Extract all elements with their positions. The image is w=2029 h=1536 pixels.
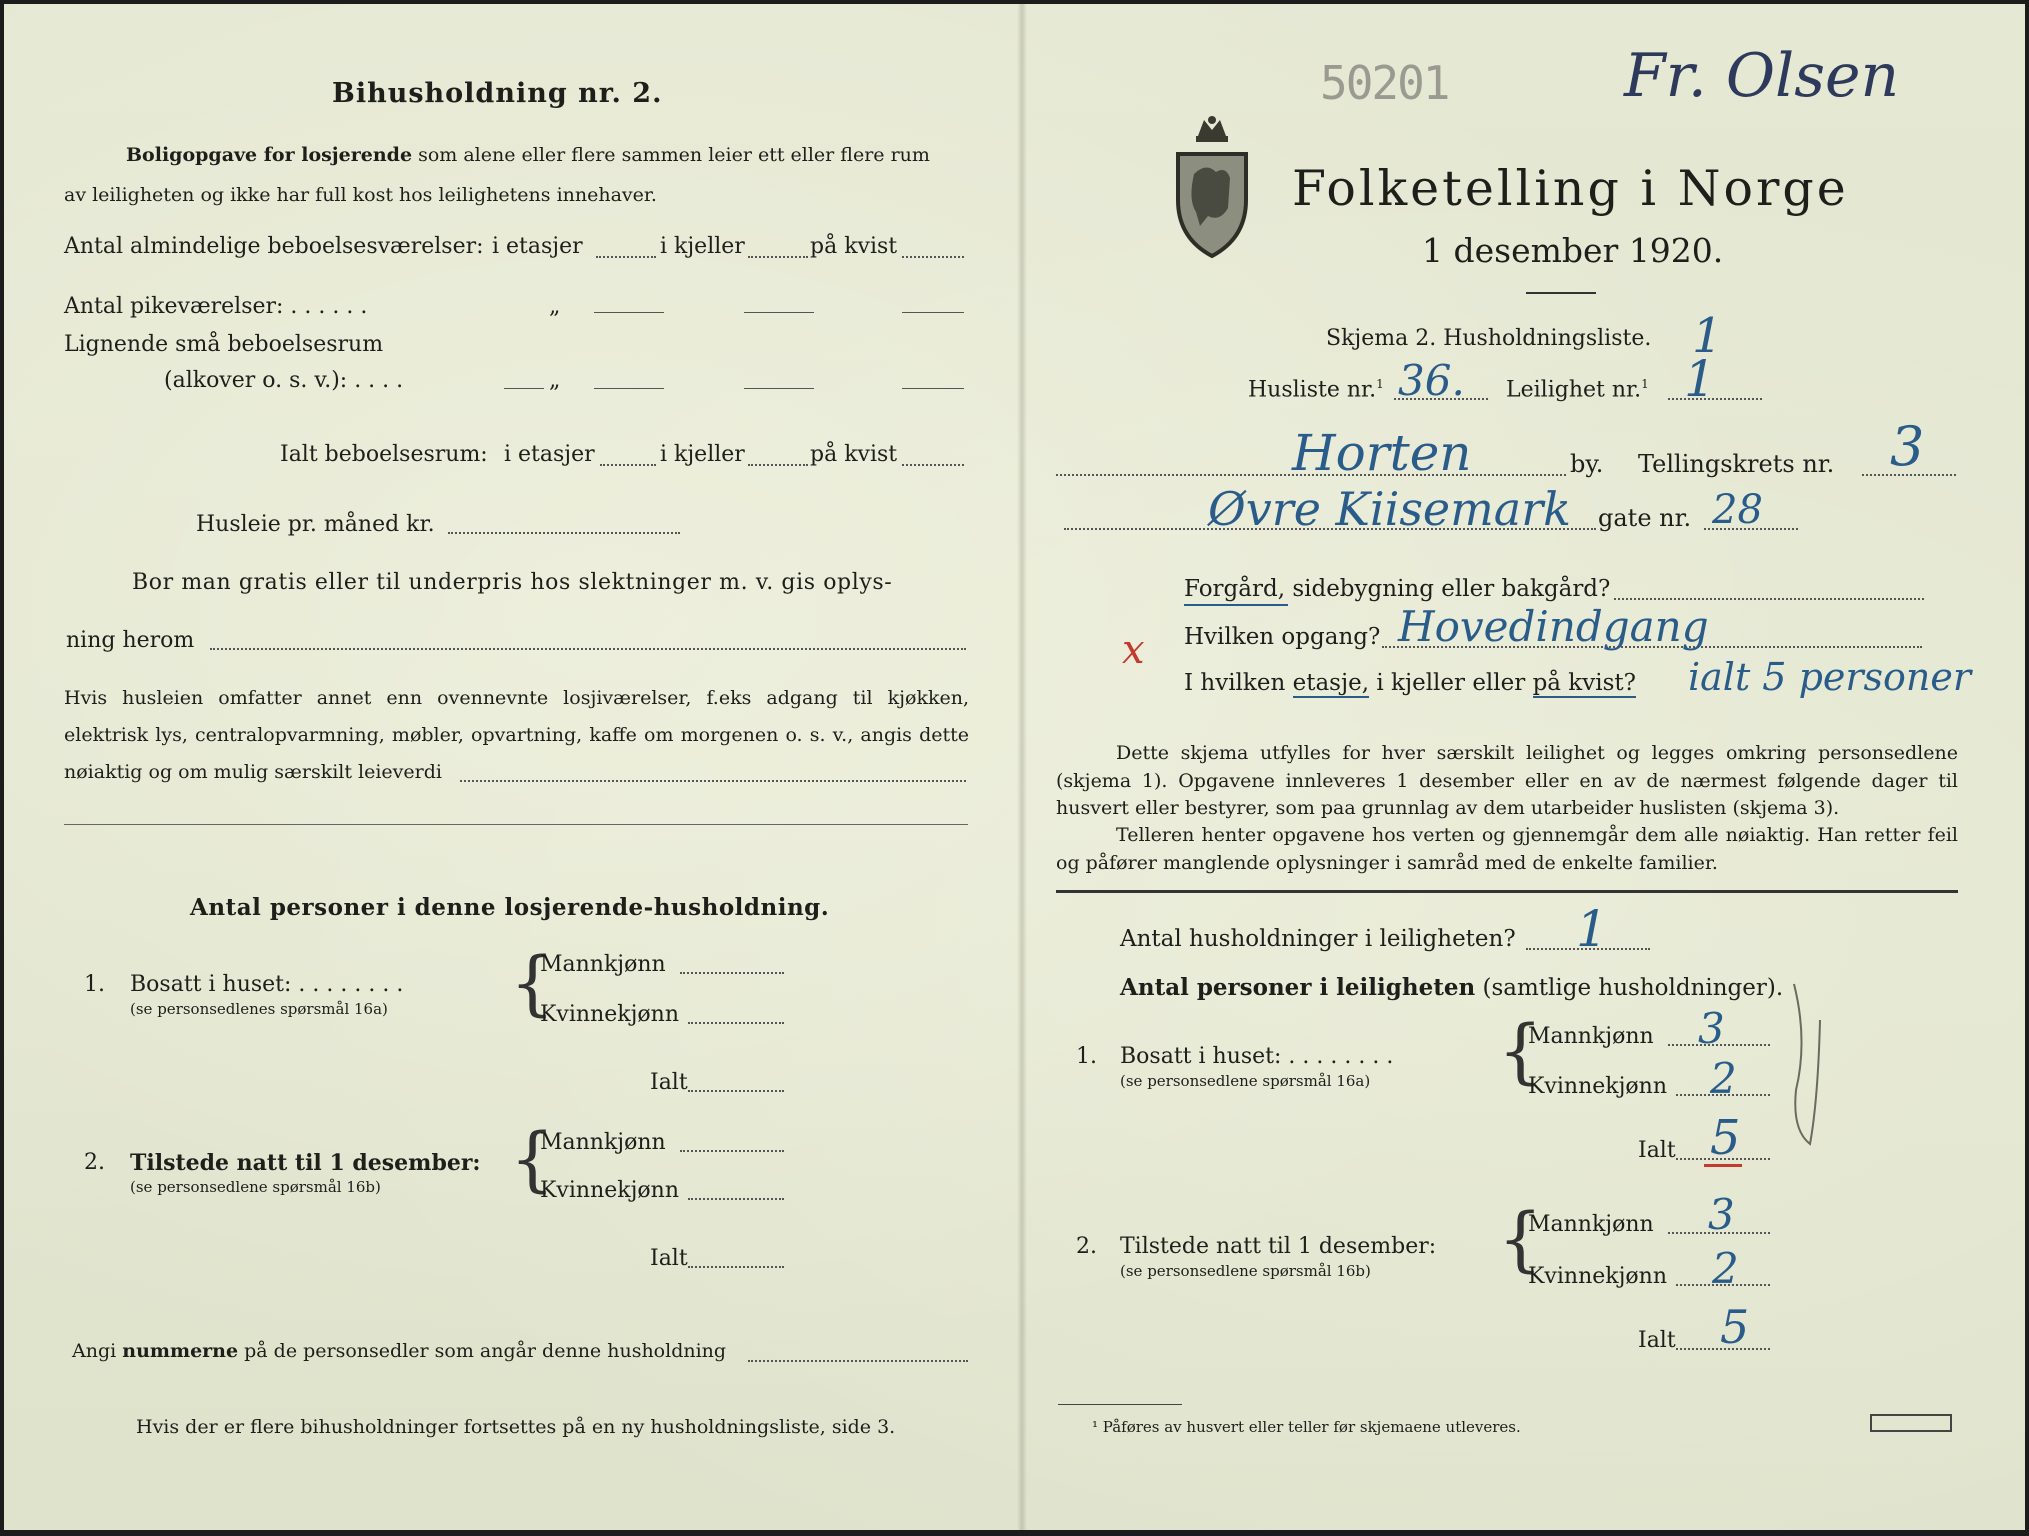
rooms-small-lead-field[interactable] [504, 388, 544, 389]
form-title: Folketelling i Norge [1292, 160, 1849, 217]
norway-coat-of-arms-icon [1170, 114, 1254, 260]
right-q1-mann-label: Mannkjønn [1528, 1024, 1654, 1049]
left-q1-kvinne-field[interactable] [688, 1022, 784, 1024]
right-persons-heading [1120, 976, 1783, 1000]
angi-bold: nummerne [122, 1340, 239, 1362]
rooms-total-etasjer-field[interactable] [600, 464, 656, 466]
rent-includes-extra-line[interactable] [64, 824, 968, 825]
pencil-check-mark [1788, 980, 1824, 1148]
gate-nr-value: 28 [1712, 487, 1763, 533]
page-fold [1017, 4, 1027, 1530]
opgang-red-mark: x [1122, 627, 1145, 673]
leilighet-value: 1 [1684, 350, 1716, 408]
col-kvist-label: på kvist [810, 234, 898, 259]
footnote-ref: 1 [1376, 377, 1384, 391]
info-paragraph-2: Telleren henter opgavene hos verten og gjennemgår dem alle nøiaktig. Han retter feil og påfører manglende oplysninger i samråd med de enkelte familier. [1056, 824, 1958, 874]
right-q2-sub: (se personsedlene spørsmål 16b) [1120, 1262, 1371, 1280]
col-etasjer-label: i etasjer [504, 442, 595, 467]
schema-label: Skjema 2. Husholdningsliste. [1326, 326, 1652, 351]
right-q1-label: Bosatt i huset: . . . . . . . . [1120, 1044, 1394, 1069]
gratis-line1: Bor man gratis eller til underpris hos slektninger m. v. gis oplys- [132, 570, 893, 595]
left-q2-brace: { [510, 1118, 555, 1200]
husliste-value: 36. [1398, 356, 1465, 405]
right-q2-kvinne-value: 2 [1712, 1244, 1739, 1293]
right-persons-heading-bold: Antal personer i leiligheten [1120, 974, 1476, 1001]
left-persons-heading: Antal personer i denne losjerende-husholdning. [190, 894, 830, 921]
households-label: Antal husholdninger i leiligheten? [1120, 926, 1516, 952]
left-q2-number: 2. [84, 1150, 105, 1175]
left-q1-ialt-label: Ialt [650, 1070, 688, 1095]
right-q1-ialt-label: Ialt [1638, 1138, 1676, 1163]
right-q2-number: 2. [1076, 1234, 1097, 1259]
right-q2-brace: { [1498, 1198, 1543, 1280]
left-q2-mann-field[interactable] [680, 1150, 784, 1152]
col-kjeller-label: i kjeller [660, 234, 745, 259]
footnote: ¹ Påføres av husvert eller teller før skjemaene utleveres. [1092, 1418, 1521, 1436]
title-rule [1526, 292, 1596, 294]
rent-field[interactable] [448, 532, 680, 534]
left-q2-sub: (se personsedlene spørsmål 16b) [130, 1178, 381, 1196]
printer-mark-icon [1870, 1414, 1952, 1432]
col-kvist-label: på kvist [810, 442, 898, 467]
left-q2-label: Tilstede natt til 1 desember: [130, 1150, 481, 1176]
form-date: 1 desember 1920. [1422, 231, 1724, 270]
left-q2-kvinne-field[interactable] [688, 1198, 784, 1200]
rent-includes-paragraph: Hvis husleien omfatter annet enn ovennevnte losjiværelser, f.eks adgang til kjøkken, elektrisk lys, centralopvarmning, møbler, opvartning, kaffe om morgenen o. s. v., angis dette nøiaktig og om mulig særskilt leieverdi [64, 687, 969, 784]
right-q2-label: Tilstede natt til 1 desember: [1120, 1234, 1437, 1259]
rooms-maid-kvist-field[interactable] [902, 312, 964, 313]
info-paragraph-1: Dette skjema utfylles for hver særskilt leilighet og legges omkring personsedlene (skjema 1). Opgavene innleveres 1 desember eller en av de nærmest følgende dager til husvert eller bestyrer, som paa grunnlag av dem utarbeider huslisten (skjema 3). [1056, 742, 1958, 820]
footnote-ref: 1 [1641, 377, 1649, 391]
angi-field[interactable] [748, 1360, 968, 1362]
ditto-mark: „ [549, 294, 561, 319]
husliste-label [1248, 378, 1384, 401]
left-q1-mann-label: Mannkjønn [540, 952, 666, 977]
left-intro-bold: Boligopgave for losjerende [126, 144, 413, 166]
opgang-question: Hvilken opgang? [1184, 624, 1381, 650]
krets-value: 3 [1890, 415, 1925, 478]
rooms-total-kvist-field[interactable] [902, 464, 964, 466]
gratis-line2: ning herom [66, 628, 195, 653]
left-intro-rest: som alene eller flere sammen leier ett eller flere rum [418, 144, 930, 166]
angi-pre: Angi [72, 1340, 117, 1362]
rooms-maid-etasjer-field[interactable] [594, 312, 664, 313]
rooms-small-label-b: (alkover o. s. v.): . . . . [164, 368, 404, 393]
gate-value: Øvre Kiisemark [1208, 482, 1572, 536]
right-q2-ialt-label: Ialt [1638, 1328, 1676, 1353]
right-q1-kvinne-value: 2 [1710, 1054, 1737, 1103]
red-pencil-underline [1704, 1164, 1742, 1167]
left-q1-sub: (se personsedlenes spørsmål 16a) [130, 1000, 388, 1018]
census-form-sheet [4, 4, 2025, 1530]
etasje-question [1184, 672, 1636, 695]
rooms-ordinary-kvist-field[interactable] [902, 256, 964, 258]
enumerator-signature: Fr. Olsen [1624, 41, 1900, 111]
right-q2-mann-value: 3 [1708, 1190, 1735, 1239]
col-etasjer-label: i etasjer [492, 234, 583, 259]
etasje-pre: I hvilken [1184, 670, 1286, 696]
right-q1-mann-value: 3 [1698, 1004, 1725, 1053]
right-q2-mann-label: Mannkjønn [1528, 1212, 1654, 1237]
left-intro-line1 [126, 146, 930, 165]
left-q1-brace: { [510, 942, 555, 1024]
left-q2-mann-label: Mannkjønn [540, 1130, 666, 1155]
left-q1-number: 1. [84, 972, 105, 997]
by-label: by. [1570, 450, 1604, 478]
rooms-small-kvist-field[interactable] [902, 388, 964, 389]
section-rule [1056, 890, 1958, 893]
right-q2-kvinne-label: Kvinnekjønn [1528, 1264, 1667, 1289]
leilighet-label [1506, 378, 1649, 401]
rooms-ordinary-label: Antal almindelige beboelsesværelser: [64, 234, 484, 259]
right-q1-kvinne-label: Kvinnekjønn [1528, 1074, 1667, 1099]
etasje-word: etasje, [1292, 670, 1370, 696]
col-kjeller-label: i kjeller [660, 442, 745, 467]
archive-stamp-number: 50201 [1320, 56, 1449, 110]
forgard-question: Forgård, sidebygning eller bakgård? [1184, 576, 1611, 602]
forgard-underline-mark [1184, 604, 1288, 606]
households-value: 1 [1576, 900, 1608, 958]
left-intro-line2: av leiligheten og ikke har full kost hos leilighetens innehaver. [64, 184, 657, 206]
footnote-rule [1058, 1404, 1182, 1405]
rooms-small-etasjer-field[interactable] [594, 388, 664, 389]
left-q1-kvinne-label: Kvinnekjønn [540, 1002, 679, 1027]
left-q2-ialt-field[interactable] [688, 1266, 784, 1268]
right-persons-heading-rest: (samtlige husholdninger). [1482, 975, 1784, 1001]
rooms-maid-label: Antal pikeværelser: . . . . . . [64, 294, 368, 319]
rooms-maid-kjeller-field[interactable] [744, 312, 814, 313]
angi-line [72, 1342, 726, 1361]
krets-label: Tellingskrets nr. [1638, 450, 1835, 478]
rooms-total-kjeller-field[interactable] [748, 464, 808, 466]
gratis-field[interactable] [210, 648, 966, 650]
left-q1-mann-field[interactable] [680, 972, 784, 974]
left-q2-ialt-label: Ialt [650, 1246, 688, 1271]
rent-label: Husleie pr. måned kr. [196, 512, 435, 537]
left-title: Bihusholdning nr. 2. [332, 78, 663, 109]
etasje-value: ialt 5 personer [1688, 655, 1972, 699]
rooms-ordinary-kjeller-field[interactable] [748, 256, 808, 258]
left-footer: Hvis der er flere bihusholdninger fortsettes på en ny husholdningsliste, side 3. [136, 1416, 896, 1438]
left-q2-kvinne-label: Kvinnekjønn [540, 1178, 679, 1203]
gate-label: gate nr. [1598, 504, 1692, 532]
etasje-kvist: på kvist? [1532, 670, 1636, 696]
angi-rest: på de personsedler som angår denne husholdning [244, 1340, 727, 1362]
schema-handwritten: 1 [1692, 308, 1723, 364]
by-value: Horten [1292, 424, 1472, 482]
left-q1-ialt-field[interactable] [688, 1090, 784, 1092]
right-q1-sub: (se personsedlene spørsmål 16a) [1120, 1072, 1371, 1090]
rooms-small-kjeller-field[interactable] [744, 388, 814, 389]
rooms-total-label: Ialt beboelsesrum: [280, 442, 488, 467]
opgang-value: Hovedindgang [1398, 602, 1709, 651]
right-q1-number: 1. [1076, 1044, 1097, 1069]
rooms-ordinary-etasjer-field[interactable] [596, 256, 656, 258]
forgard-field[interactable] [1614, 598, 1924, 600]
leilighet-label-text: Leilighet nr. [1506, 377, 1642, 403]
rent-includes-field[interactable] [460, 780, 966, 782]
right-q2-ialt-value: 5 [1720, 1300, 1750, 1354]
husliste-label-text: Husliste nr. [1248, 377, 1377, 403]
ditto-mark: „ [549, 368, 561, 393]
right-q1-brace: { [1498, 1010, 1543, 1092]
etasje-mid: i kjeller eller [1376, 670, 1526, 696]
right-q1-ialt-value: 5 [1710, 1110, 1741, 1166]
left-q1-label: Bosatt i huset: . . . . . . . . [130, 972, 404, 997]
rooms-small-label-a: Lignende små beboelsesrum [64, 332, 384, 357]
